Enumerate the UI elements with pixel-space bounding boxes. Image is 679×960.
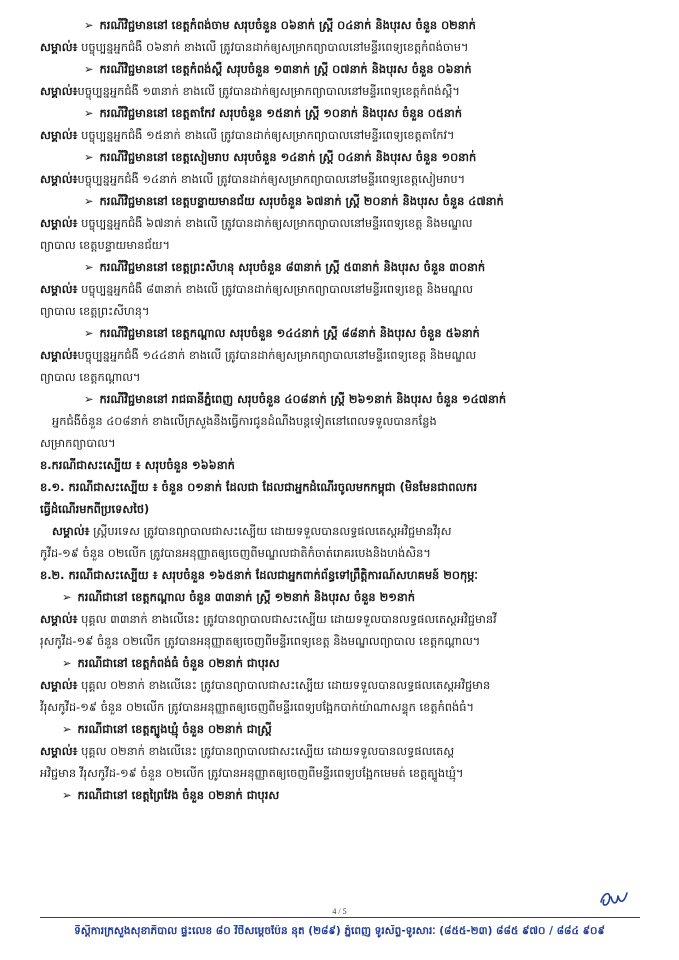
case-bullet-line — [40, 14, 646, 36]
note-text: បច្ចុប្បន្នអ្នកជំងឺ ១៥នាក់ ខាងលើ ត្រូវបានដាក់ឲ្យសម្រាកព្យាបាលនៅមន្ទីរពេទ្យខេត្តតាកែវ។ — [77, 128, 455, 142]
arrow-bullet-icon: ➢ — [62, 656, 72, 670]
bullet-text: ករណីវិជ្ជមាននៅ ខេត្តបន្ទាយមានជ័យ សរុបចំនួន ៦៧នាក់ ស្ត្រី ២០នាក់ និងបុរស ចំនួន ៤៧នាក់ — [99, 194, 504, 208]
case-bullet-line — [40, 652, 646, 674]
note-label: សម្គាល់៖ — [40, 216, 78, 230]
continuation-line: វីរុសកូវីដ-១៩ ចំនួន ០២លើក ត្រូវបានអនុញ្ញាតឲ្យចេញពីមន្ទីរពេទ្យបង្អែកបាក់យ៉ាណាសន្ទុក ខេត្តកំពង់ធំ។ — [40, 700, 475, 714]
footer-address: ទីស្តីការក្រសួងសុខាភិបាល ផ្ទះលេខ ៨០ វិថីសម្ដេចប៉ែន នុត (២៨៩) ភ្នំពេញ ទូរស័ព្ទ-ទូរសារៈ (៨៥៥-២៣) ៨៨៥ ៩៧០ / ៨៨៤ ៩០៩ — [74, 925, 605, 937]
page-number: 4 / 5 — [332, 907, 347, 916]
arrow-bullet-icon: ➢ — [84, 106, 94, 120]
signature-mark — [598, 889, 630, 909]
note-text: បច្ចុប្បន្នអ្នកជំងឺ ៨៣នាក់ ខាងលើ ត្រូវបានដាក់ឲ្យសម្រាកព្យាបាលនៅមន្ទីរពេទ្យខេត្ត និងមណ្ឌល — [77, 282, 473, 296]
note-line — [40, 168, 646, 190]
bullet-text: ករណីវិជ្ជមាននៅ ខេត្តកំពង់ស្ពឺ សរុបចំនួន ១៣នាក់ ស្ត្រី ០៧នាក់ និងបុរស ចំនួន ០៦នាក់ — [99, 62, 472, 76]
continuation-line: ព្យាបាល ខេត្តកណ្ដាល។ — [40, 370, 141, 384]
note-label: សម្គាល់៖ — [40, 172, 78, 186]
note-label: សម្គាល់៖ — [40, 40, 78, 54]
note-line — [40, 608, 646, 630]
note-line — [40, 124, 646, 146]
section-heading: ខ.១. ករណីជាសះស្បើយ ៖ ចំនួន ០១នាក់ ដែលជា ដែលជាអ្នកដំណើរចូលមកកម្ពុជា (មិនមែនជាពលករ — [40, 480, 478, 494]
continuation-line: កូវីដ-១៩ ចំនួន ០២លើក ត្រូវបានអនុញ្ញាតឲ្យចេញពីមណ្ឌលជាតិកំចាត់រោគរបេងនិងហង់សិន។ — [40, 546, 431, 560]
note-label: សម្គាល់៖ — [40, 348, 78, 362]
arrow-bullet-icon: ➢ — [84, 194, 94, 208]
continuation-line: ព្យាបាល ខេត្តបន្ទាយមានជ័យ។ — [40, 238, 171, 252]
note-text: បច្ចុប្បន្នអ្នកជំងឺ ១៤នាក់ ខាងលើ ត្រូវបានដាក់ឲ្យសម្រាកព្យាបាលនៅមន្ទីរពេទ្យខេត្តសៀមរាប។ — [77, 172, 466, 186]
section-heading: ខ.ករណីជាសះស្បើយ ៖ សរុបចំនួន ១៦៦នាក់ — [40, 458, 235, 472]
note-label: សម្គាល់៖ — [52, 524, 90, 538]
paragraph-line: អ្នកជំងឺចំនួន ៤០៨នាក់ ខាងលើក្រសួងនឹងធ្វើការជូនដំណឹងបន្តទៀតនៅពេលទទួលបានកន្លែង — [52, 414, 437, 428]
continuation-line: រុសកូវីដ-១៩ ចំនួន ០២លើក ត្រូវបានអនុញ្ញាតឲ្យចេញពីមន្ទីរពេទ្យខេត្ត និងមណ្ឌលព្យាបាល ខេត្តកណ្ដាល។ — [40, 634, 481, 648]
bullet-text: ករណីវិជ្ជមាននៅ ខេត្តកំពង់ចាម សរុបចំនួន ០៦នាក់ ស្ត្រី ០៤នាក់ និងបុរស ចំនួន ០២នាក់ — [99, 18, 476, 32]
case-bullet-line — [40, 784, 646, 806]
note-line — [40, 740, 646, 762]
arrow-bullet-icon: ➢ — [62, 590, 72, 604]
bullet-text: ករណីវិជ្ជមាននៅ រាជធានីភ្នំពេញ សរុបចំនួន ៤០៨នាក់ ស្ត្រី ២៦១នាក់ និងបុរស ចំនួន ១៤៧នាក់ — [99, 392, 507, 406]
note-text: បច្ចុប្បន្នអ្នកជំងឺ ១៤៤នាក់ ខាងលើ ត្រូវបានដាក់ឲ្យសម្រាកព្យាបាលនៅមន្ទីរពេទ្យខេត្ត និងមណ្ឌល — [77, 348, 477, 362]
case-bullet-line — [40, 146, 646, 168]
note-line — [40, 80, 646, 102]
bullet-text: ករណីជានៅ ខេត្តត្បូងឃ្មុំ ចំនួន ០២នាក់ ជាស្ត្រី — [77, 722, 272, 736]
bullet-text: ករណីជានៅ ខេត្តព្រៃវែង ចំនួន ០២នាក់ ជាបុរស — [77, 788, 280, 802]
case-bullet-line — [40, 322, 646, 344]
arrow-bullet-icon: ➢ — [84, 62, 94, 76]
case-bullet-line — [40, 718, 646, 740]
note-text: ស្ត្រីបរទេស ត្រូវបានព្យាបាលជាសះស្បើយ ដោយទទួលបានលទ្ធផលតេស្តអវិជ្ជមានវីរុស — [89, 524, 452, 538]
arrow-bullet-icon: ➢ — [84, 392, 94, 406]
bullet-text: ករណីវិជ្ជមាននៅ ខេត្តព្រះសីហនុ សរុបចំនួន ៨៣នាក់ ស្ត្រី ៥៣នាក់ និងបុរស ចំនួន ៣០នាក់ — [99, 260, 486, 274]
bullet-text: ករណីជានៅ ខេត្តកំពង់ធំ ចំនួន ០២នាក់ ជាបុរស — [77, 656, 280, 670]
continuation-line: អវិជ្ជមាន វីរុសកូវីដ-១៩ ចំនួន ០២លើក ត្រូវបានអនុញ្ញាតឲ្យចេញពីមន្ទីរពេទ្យបង្អែកមេមត់ ខេត្តត្បូងឃ្មុំ។ — [40, 766, 464, 780]
case-bullet-line — [40, 586, 646, 608]
arrow-bullet-icon: ➢ — [84, 150, 94, 164]
note-text: បច្ចុប្បន្នអ្នកជំងឺ ៦៧នាក់ ខាងលើ ត្រូវបានដាក់ឲ្យសម្រាកព្យាបាលនៅមន្ទីរពេទ្យខេត្ត និងមណ្ឌល — [77, 216, 473, 230]
section-heading: ខ.២. ករណីជាសះស្បើយ ៖ សរុបចំនួន ១៦៥នាក់ ដែលជាអ្នកពាក់ព័ន្ធទៅព្រឹត្តិការណ៍សហគមន៍ ២០កុម្ភៈ — [40, 568, 478, 582]
case-bullet-line — [40, 58, 646, 80]
footer-divider — [40, 917, 640, 918]
section-heading: ធ្វើដំណើរមកពីប្រទេសថៃ) — [40, 502, 150, 516]
continuation-line: សម្រាកព្យាបាល។ — [40, 436, 116, 450]
arrow-bullet-icon: ➢ — [62, 788, 72, 802]
case-bullet-line — [40, 388, 646, 410]
note-text: បុគ្គល ៣៣នាក់ ខាងលើនេះ ត្រូវបានព្យាបាលជាសះស្បើយ ដោយទទួលបានលទ្ធផលតេស្តអវិជ្ជមានវី — [77, 612, 497, 626]
note-line — [40, 36, 646, 58]
arrow-bullet-icon: ➢ — [84, 326, 94, 340]
arrow-bullet-icon: ➢ — [84, 260, 94, 274]
note-line — [40, 344, 646, 366]
continuation-line: ព្យាបាល ខេត្តព្រះសីហនុ។ — [40, 304, 150, 318]
document-body — [40, 14, 646, 806]
note-label: សម្គាល់៖ — [40, 128, 78, 142]
note-line — [40, 674, 646, 696]
note-text: បច្ចុប្បន្នអ្នកជំងឺ ១៣នាក់ ខាងលើ ត្រូវបានដាក់ឲ្យសម្រាកព្យាបាលនៅមន្ទីរពេទ្យខេត្តកំពង់ស្ពឺ។ — [77, 84, 460, 98]
note-text: បច្ចុប្បន្នអ្នកជំងឺ ០៦នាក់ ខាងលើ ត្រូវបានដាក់ឲ្យសម្រាកព្យាបាលនៅមន្ទីរពេទ្យខេត្តកំពង់ចាម។ — [77, 40, 469, 54]
note-label: សម្គាល់៖ — [40, 612, 78, 626]
bullet-text: ករណីជានៅ ខេត្តកណ្ដាល ចំនួន ៣៣នាក់ ស្ត្រី ១២នាក់ និងបុរស ចំនួន ២១នាក់ — [77, 590, 415, 604]
note-label: សម្គាល់៖ — [40, 678, 78, 692]
note-label: សម្គាល់៖ — [40, 744, 78, 758]
case-bullet-line — [40, 190, 646, 212]
note-line — [40, 212, 646, 234]
note-label: សម្គាល់៖ — [40, 282, 78, 296]
bullet-text: ករណីវិជ្ជមាននៅ ខេត្តកណ្ដាល សរុបចំនួន ១៤៤នាក់ ស្ត្រី ៨៨នាក់ និងបុរស ចំនួន ៥៦នាក់ — [99, 326, 480, 340]
arrow-bullet-icon: ➢ — [84, 18, 94, 32]
note-line — [40, 278, 646, 300]
note-text: បុគ្គល ០២នាក់ ខាងលើនេះ ត្រូវបានព្យាបាលជាសះស្បើយ ដោយទទួលបានលទ្ធផលតេស្តអវិជ្ជមាន — [77, 678, 491, 692]
case-bullet-line — [40, 102, 646, 124]
note-line — [40, 520, 646, 542]
arrow-bullet-icon: ➢ — [62, 722, 72, 736]
case-bullet-line — [40, 256, 646, 278]
note-label: សម្គាល់៖ — [40, 84, 78, 98]
bullet-text: ករណីវិជ្ជមាននៅ ខេត្តតាកែវ សរុបចំនួន ១៥នាក់ ស្ត្រី ១០នាក់ និងបុរស ចំនួន ០៥នាក់ — [99, 106, 462, 120]
note-text: បុគ្គល ០២នាក់ ខាងលើនេះ ត្រូវបានព្យាបាលជាសះស្បើយ ដោយទទួលបានលទ្ធផលតេស្ត — [77, 744, 455, 758]
bullet-text: ករណីវិជ្ជមាននៅ ខេត្តសៀមរាប សរុបចំនួន ១៤នាក់ ស្ត្រី ០៤នាក់ និងបុរស ចំនួន ១០នាក់ — [99, 150, 477, 164]
